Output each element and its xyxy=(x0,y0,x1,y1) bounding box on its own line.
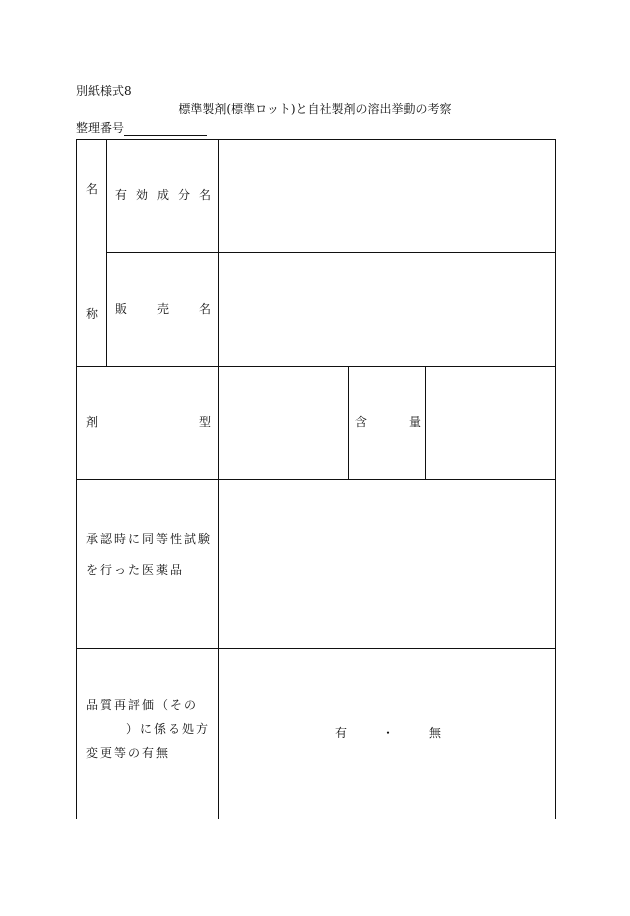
document-title: 標準製剤(標準ロット)と自社製剤の溶出挙動の考察 xyxy=(178,102,452,116)
presence-choice[interactable] xyxy=(335,726,441,740)
dosage-form-field[interactable] xyxy=(219,367,348,479)
name-label-char-2: 称 xyxy=(86,307,99,321)
content-label-left xyxy=(348,366,349,479)
approval-equivalence-label: 承認時に同等性試験 を行った医薬品 xyxy=(86,532,213,577)
content-field[interactable] xyxy=(426,367,555,479)
reference-number-line[interactable] xyxy=(124,135,207,136)
active-ingredient-field[interactable] xyxy=(219,140,555,252)
name-label-char-1: 名 xyxy=(86,182,99,196)
brand-name-field[interactable] xyxy=(219,253,555,366)
formulation-change-label: 品質再評価（その ）に係る処方 変更等の有無 xyxy=(86,698,211,760)
row-divider-4 xyxy=(76,648,556,649)
choice-no[interactable]: 無 xyxy=(428,726,441,740)
dosage-form-label: 剤 型 xyxy=(86,415,211,429)
active-ingredient-label: 有 効 成 分 名 xyxy=(115,188,211,202)
reference-number-label: 整理番号 xyxy=(76,121,125,135)
form-number: 別紙様式8 xyxy=(76,84,132,98)
choice-separator: ・ xyxy=(381,726,394,740)
approval-equivalence-field[interactable] xyxy=(219,480,555,648)
choice-yes[interactable]: 有 xyxy=(335,726,348,740)
brand-name-label: 販 売 名 xyxy=(115,302,211,316)
content-label: 含 量 xyxy=(355,415,421,429)
